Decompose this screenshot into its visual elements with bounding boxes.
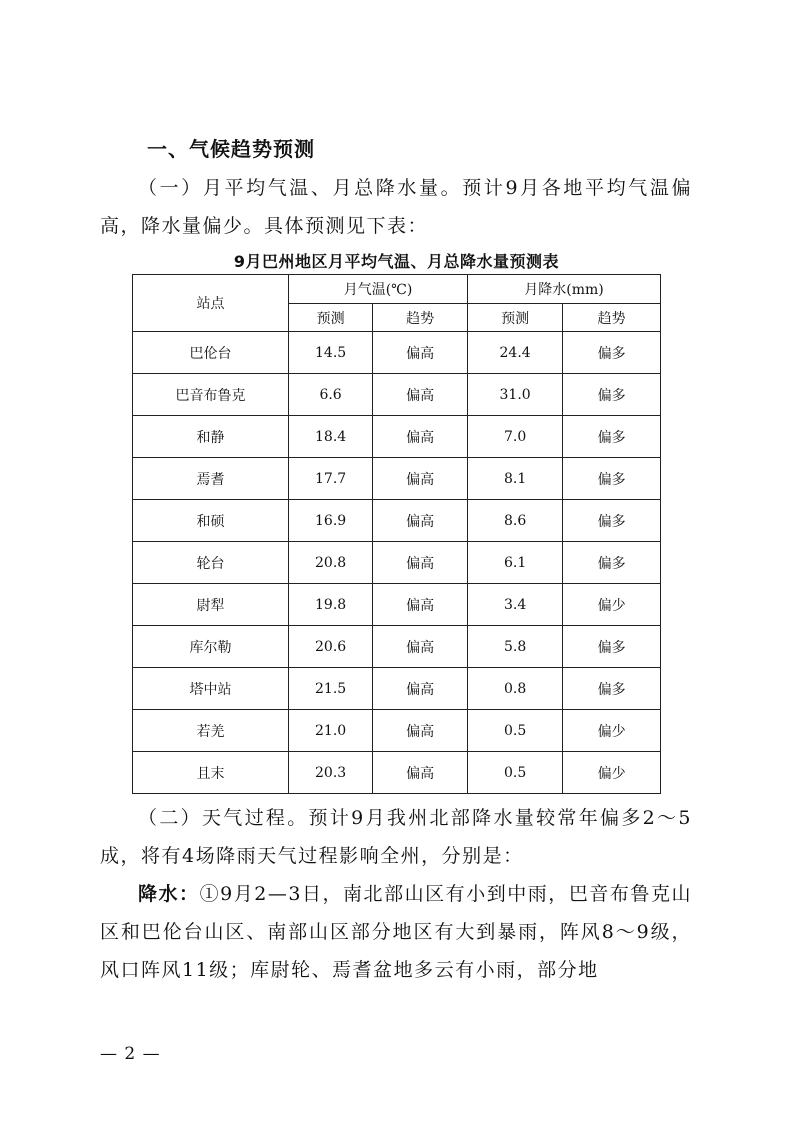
cell-station: 尉犁 — [133, 584, 289, 626]
paragraph-lead: （一）月平均气温、月总降水量。 — [138, 177, 463, 199]
cell-precip: 8.6 — [468, 500, 563, 542]
cell-temp-trend: 偏高 — [373, 668, 468, 710]
table-row — [133, 332, 661, 374]
paragraph-monthly-forecast — [100, 169, 692, 245]
cell-station: 轮台 — [133, 542, 289, 584]
header-precipitation: 月降水(mm) — [468, 275, 661, 304]
cell-precip-trend: 偏多 — [563, 542, 661, 584]
table-row — [133, 542, 661, 584]
cell-station: 巴音布鲁克 — [133, 374, 289, 416]
table-row — [133, 374, 661, 416]
cell-temp: 20.3 — [288, 752, 372, 794]
cell-temp: 21.5 — [288, 668, 372, 710]
cell-temp: 20.8 — [288, 542, 372, 584]
cell-precip: 5.8 — [468, 626, 563, 668]
cell-station: 焉耆 — [133, 458, 289, 500]
cell-station: 和静 — [133, 416, 289, 458]
cell-temp: 21.0 — [288, 710, 372, 752]
cell-temp: 6.6 — [288, 374, 372, 416]
paragraph-precipitation — [100, 875, 692, 989]
cell-station: 若羌 — [133, 710, 289, 752]
header-station: 站点 — [133, 275, 289, 332]
cell-precip: 24.4 — [468, 332, 563, 374]
table-title: 9月巴州地区月平均气温、月总降水量预测表 — [233, 252, 560, 271]
cell-temp: 20.6 — [288, 626, 372, 668]
cell-temp-trend: 偏高 — [373, 584, 468, 626]
paragraph-lead: （二）天气过程。 — [138, 807, 309, 829]
paragraph-weather-process — [100, 799, 692, 875]
cell-precip: 3.4 — [468, 584, 563, 626]
section-heading: 一、气候趋势预测 — [147, 137, 315, 161]
cell-temp-trend: 偏高 — [373, 542, 468, 584]
cell-precip-trend: 偏少 — [563, 710, 661, 752]
paragraph-text: 预计9月我州北部降水量较常年偏多2～5成，将有4场降雨天气过程影响全州，分别是： — [100, 807, 692, 867]
table-row — [133, 752, 661, 794]
subheader-precip-trend: 趋势 — [563, 304, 661, 332]
table-row — [133, 584, 661, 626]
cell-precip: 7.0 — [468, 416, 563, 458]
cell-temp-trend: 偏高 — [373, 332, 468, 374]
header-temperature: 月气温(℃) — [288, 275, 467, 304]
cell-temp-trend: 偏高 — [373, 374, 468, 416]
cell-precip-trend: 偏多 — [563, 332, 661, 374]
cell-station: 且末 — [133, 752, 289, 794]
table-row — [133, 500, 661, 542]
cell-temp: 14.5 — [288, 332, 372, 374]
cell-temp-trend: 偏高 — [373, 710, 468, 752]
cell-temp: 17.7 — [288, 458, 372, 500]
cell-precip: 6.1 — [468, 542, 563, 584]
cell-precip: 0.5 — [468, 710, 563, 752]
paragraph-text: ①9月2—3日，南北部山区有小到中雨，巴音布鲁克山区和巴伦台山区、南部山区部分地区有大到暴雨，阵风8～9级，风口阵风11级；库尉轮、焉耆盆地多云有小雨，部分地 — [100, 883, 692, 981]
cell-precip-trend: 偏多 — [563, 458, 661, 500]
cell-precip-trend: 偏多 — [563, 668, 661, 710]
cell-precip-trend: 偏少 — [563, 584, 661, 626]
cell-temp-trend: 偏高 — [373, 500, 468, 542]
cell-precip-trend: 偏多 — [563, 626, 661, 668]
table-row — [133, 668, 661, 710]
paragraph-text: 预计9月各地平均气温偏高，降水量偏少。具体预测见下表： — [100, 177, 692, 237]
cell-station: 巴伦台 — [133, 332, 289, 374]
cell-station: 和硕 — [133, 500, 289, 542]
cell-precip: 0.8 — [468, 668, 563, 710]
table-row — [133, 458, 661, 500]
cell-precip: 31.0 — [468, 374, 563, 416]
cell-precip-trend: 偏多 — [563, 500, 661, 542]
subheader-precip-forecast: 预测 — [468, 304, 563, 332]
cell-temp-trend: 偏高 — [373, 416, 468, 458]
cell-precip: 0.5 — [468, 752, 563, 794]
cell-precip: 8.1 — [468, 458, 563, 500]
page-number: — 2 — — [100, 1044, 161, 1064]
forecast-table — [132, 274, 661, 794]
cell-station: 库尔勒 — [133, 626, 289, 668]
subheader-temp-forecast: 预测 — [288, 304, 372, 332]
cell-temp-trend: 偏高 — [373, 458, 468, 500]
cell-temp: 16.9 — [288, 500, 372, 542]
cell-station: 塔中站 — [133, 668, 289, 710]
subheader-temp-trend: 趋势 — [373, 304, 468, 332]
table-header-row — [133, 275, 661, 304]
cell-precip-trend: 偏少 — [563, 752, 661, 794]
cell-temp: 19.8 — [288, 584, 372, 626]
table-row — [133, 626, 661, 668]
cell-temp-trend: 偏高 — [373, 626, 468, 668]
cell-precip-trend: 偏多 — [563, 374, 661, 416]
cell-precip-trend: 偏多 — [563, 416, 661, 458]
paragraph-label: 降水： — [138, 883, 200, 905]
table-row — [133, 416, 661, 458]
table-row — [133, 710, 661, 752]
cell-temp-trend: 偏高 — [373, 752, 468, 794]
cell-temp: 18.4 — [288, 416, 372, 458]
